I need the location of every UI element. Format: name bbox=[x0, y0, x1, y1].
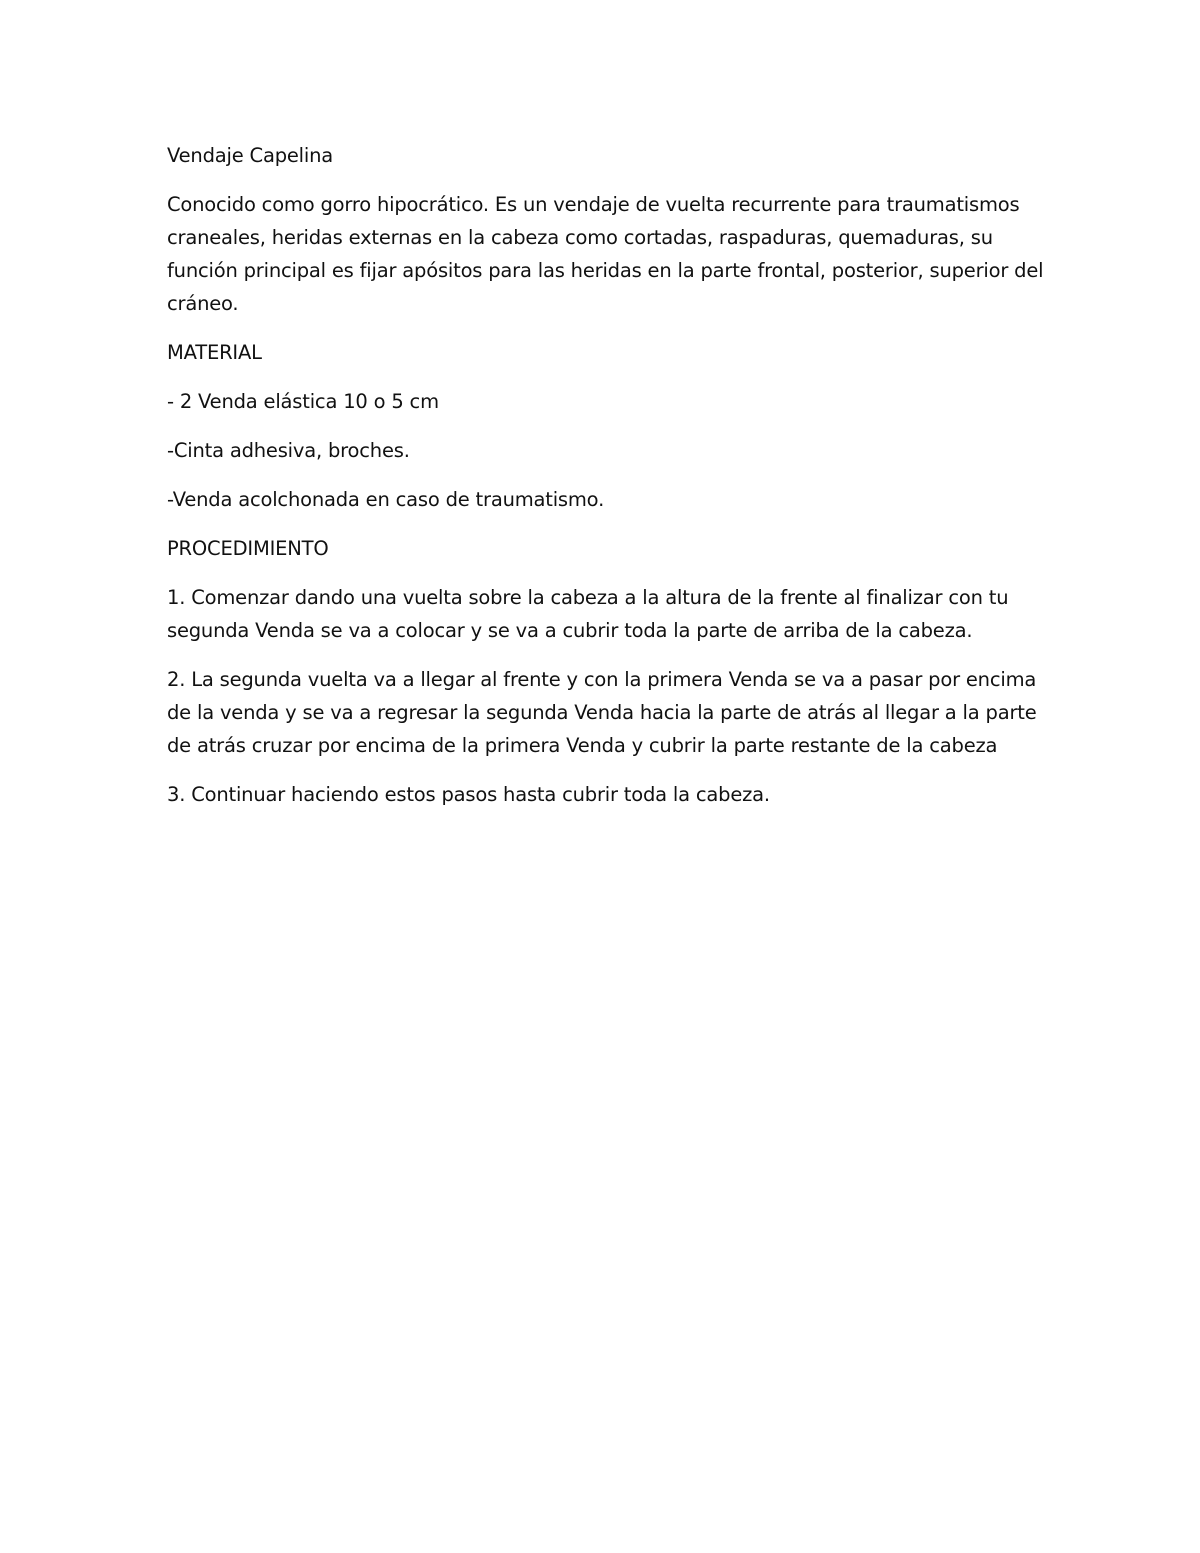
document-body bbox=[167, 139, 1047, 827]
intro-paragraph: Conocido como gorro hipocrático. Es un vendaje de vuelta recurrente para traumatismos craneales, heridas externas en la cabeza como cortadas, raspaduras, quemaduras, su función principal es fijar apósitos para las heridas en la parte frontal, posterior, superior del cráneo. bbox=[167, 193, 1044, 315]
procedure-step: 2. La segunda vuelta va a llegar al frente y con la primera Venda se va a pasar por encima de la venda y se va a regresar la segunda Venda hacia la parte de atrás al llegar a la parte de atrás cruzar por encima de la primera Venda y cubrir la parte restante de la cabeza bbox=[167, 668, 1037, 757]
procedure-step: 1. Comenzar dando una vuelta sobre la cabeza a la altura de la frente al finalizar con tu segunda Venda se va a colocar y se va a cubrir toda la parte de arriba de la cabeza. bbox=[167, 586, 1009, 642]
material-heading: MATERIAL bbox=[167, 341, 262, 364]
procedure-heading: PROCEDIMIENTO bbox=[167, 537, 329, 560]
material-item: -Venda acolchonada en caso de traumatismo. bbox=[167, 488, 605, 511]
procedure-step: 3. Continuar haciendo estos pasos hasta cubrir toda la cabeza. bbox=[167, 783, 770, 806]
material-item: - 2 Venda elástica 10 o 5 cm bbox=[167, 390, 439, 413]
document-title: Vendaje Capelina bbox=[167, 144, 334, 167]
material-item: -Cinta adhesiva, broches. bbox=[167, 439, 410, 462]
